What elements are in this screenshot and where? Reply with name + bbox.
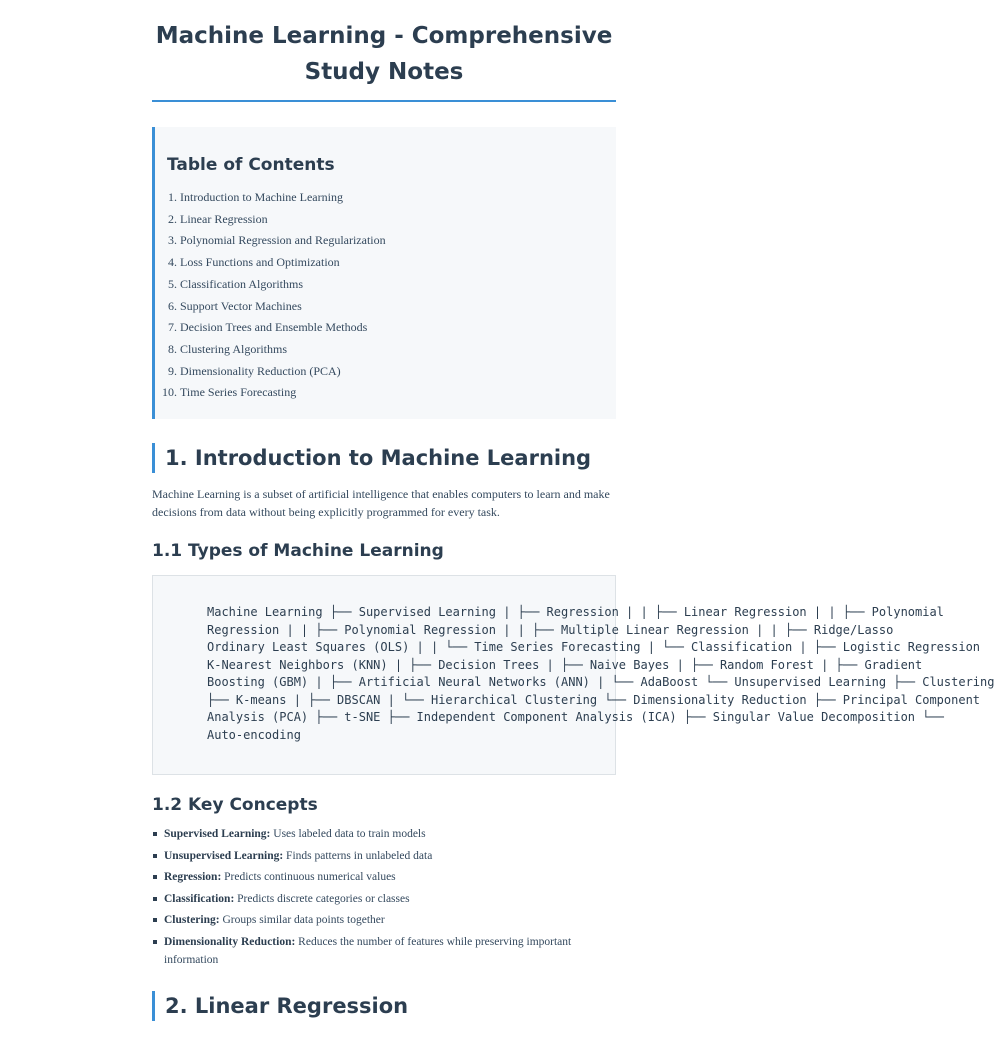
table-of-contents: [152, 127, 616, 419]
toc-item[interactable]: 5. Classification Algorithms: [180, 274, 602, 296]
concept-term: Dimensionality Reduction:: [164, 935, 296, 948]
concept-description: Uses labeled data to train models: [270, 828, 426, 840]
concept-description: Groups similar data points together: [219, 914, 385, 927]
concept-term: Classification:: [164, 892, 235, 905]
concept-description: Reduces the number of features while preserving important information: [164, 935, 572, 966]
toc-item[interactable]: 2. Linear Regression: [180, 209, 602, 231]
toc-item[interactable]: 8. Clustering Algorithms: [180, 339, 602, 361]
code-text: Machine Learning ├── Supervised Learning | ├── Regression | | ├── Linear Regression | | ├── Polynomial Regression | | ├── Polynomial Regression | | ├── Multiple Linear Regression | | ├── Ridge/Lasso Ordinary Least Squares (OLS) | | └── Time Series Forecasting | └── Classification | ├── Logistic Regression K-Nearest Neighbors (KNN) | ├── Decision Trees | ├── Naive Bayes | ├── Random Forest | ├── Gradient Boosting (GBM) | ├── Artificial Neural Networks (ANN) | └── AdaBoost └── Unsupervised Learning ├── Clustering ├── K-means | ├── DBSCAN | └── Hierarchical Clustering └── Dimensionality Reduction ├── Principal Component Analysis (PCA) ├── t-SNE ├── Independent Component Analysis (ICA) ├── Singular Value Decomposition └── Auto-encoding: [207, 605, 994, 742]
toc-list: [167, 187, 602, 404]
concept-item: [164, 847, 616, 865]
concept-description: Predicts discrete categories or classes: [234, 892, 410, 905]
toc-item[interactable]: 10. Time Series Forecasting: [180, 382, 602, 404]
concept-item: [164, 868, 616, 886]
section-heading-linear-regression: 2. Linear Regression: [152, 991, 616, 1021]
concept-item: [164, 890, 616, 908]
document: [152, 18, 994, 1021]
code-block: [152, 575, 994, 775]
concept-term: Supervised Learning:: [164, 828, 271, 840]
concept-item: [164, 825, 616, 843]
concept-term: Clustering:: [164, 914, 220, 927]
concepts-list: [152, 825, 616, 969]
concept-term: Unsupervised Learning:: [164, 849, 284, 862]
intro-paragraph: Machine Learning is a subset of artificial intelligence that enables computers to learn and make decisions from data without being explicitly programmed for every task.: [152, 487, 610, 519]
concept-item: [164, 933, 616, 969]
toc-item[interactable]: 4. Loss Functions and Optimization: [180, 252, 602, 274]
concept-item: [164, 911, 616, 929]
subsection-heading-types: 1.1 Types of Machine Learning: [152, 541, 444, 561]
concept-description: Finds patterns in unlabeled data: [283, 849, 433, 862]
concept-description: Predicts continuous numerical values: [221, 871, 396, 884]
concept-term: Regression:: [164, 871, 222, 884]
toc-item[interactable]: 3. Polynomial Regression and Regularization: [180, 230, 602, 252]
subsection-heading-concepts: 1.2 Key Concepts: [152, 795, 318, 815]
toc-item[interactable]: 9. Dimensionality Reduction (PCA): [180, 361, 602, 383]
toc-item[interactable]: 1. Introduction to Machine Learning: [180, 187, 602, 209]
page-title: Machine Learning - Comprehensive Study Notes: [152, 18, 616, 102]
toc-heading: Table of Contents: [167, 155, 335, 175]
toc-item[interactable]: 7. Decision Trees and Ensemble Methods: [180, 317, 602, 339]
section-heading-introduction: 1. Introduction to Machine Learning: [152, 443, 616, 473]
toc-item[interactable]: 6. Support Vector Machines: [180, 296, 602, 318]
